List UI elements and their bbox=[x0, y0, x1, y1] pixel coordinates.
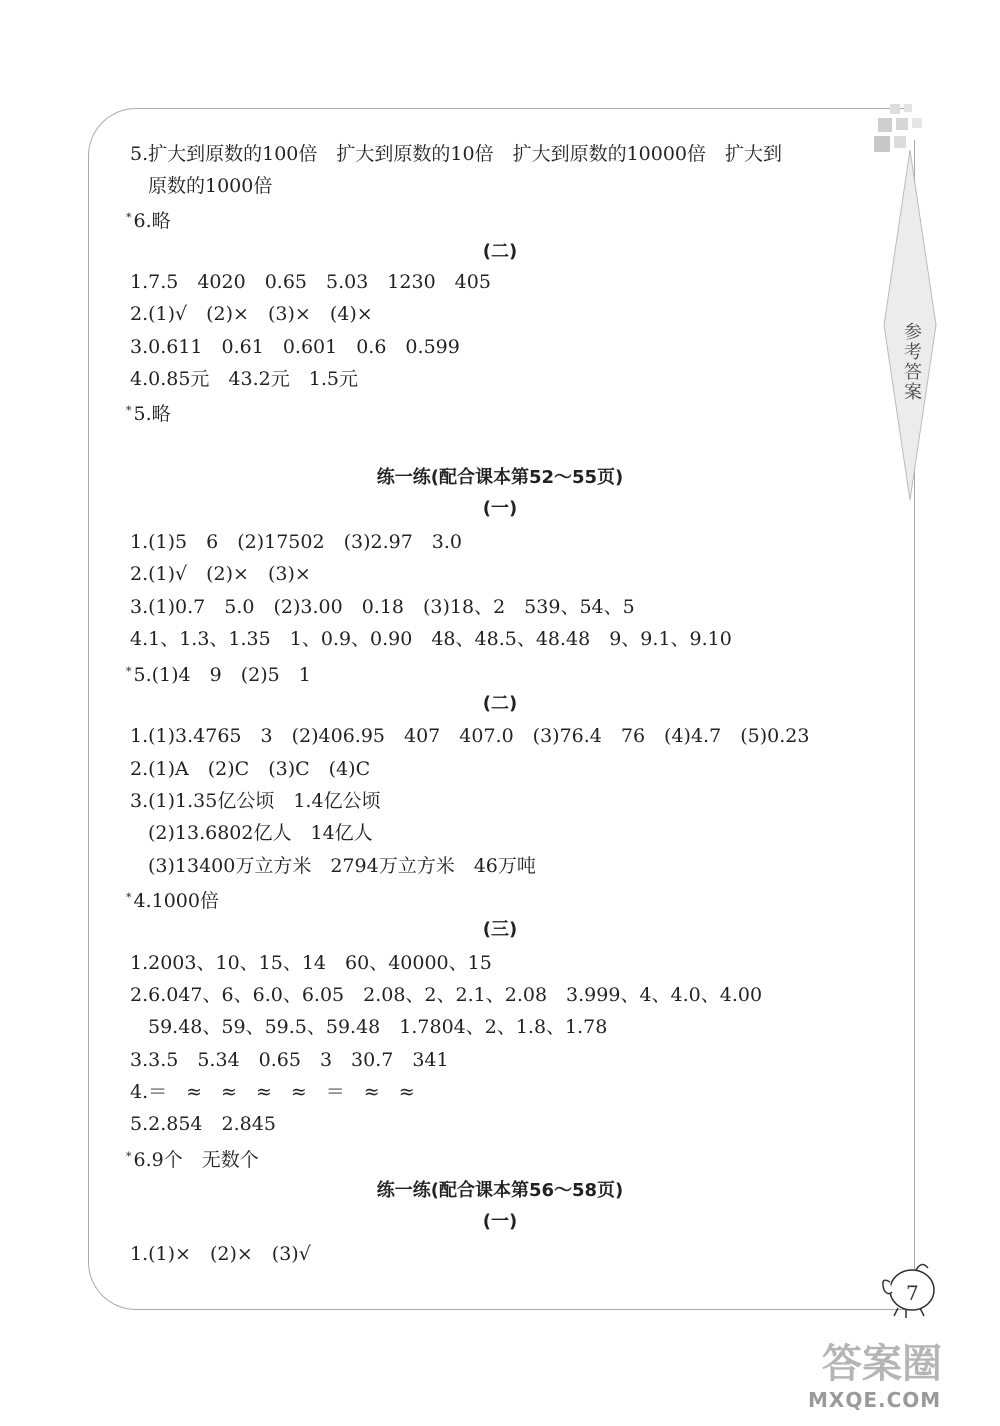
answer-line: 5.2.854 2.845 bbox=[130, 1113, 276, 1135]
answer-line-starred bbox=[126, 660, 311, 687]
section-subheading: (二) bbox=[482, 693, 518, 714]
answer-line-starred bbox=[126, 1145, 259, 1172]
answer-line-starred bbox=[126, 886, 219, 913]
answer-text: 5.(1)4 9 (2)5 1 bbox=[133, 664, 311, 686]
answer-text: 5.略 bbox=[133, 403, 171, 425]
answer-line: 3.0.611 0.61 0.601 0.6 0.599 bbox=[130, 336, 460, 358]
answer-line: 原数的1000倍 bbox=[148, 175, 273, 197]
answer-line: (2)13.6802亿人 14亿人 bbox=[148, 822, 373, 844]
section-heading: 练一练(配合课本第56～58页) bbox=[376, 1180, 624, 1201]
answer-text: 6.9个 无数个 bbox=[133, 1149, 259, 1171]
answer-line: 2.(1)√ (2)× (3)× bbox=[130, 563, 311, 585]
answer-line: 1.2003、10、15、14 60、40000、15 bbox=[130, 952, 492, 974]
section-subheading: (一) bbox=[482, 1211, 518, 1232]
answer-line: 4.1、1.3、1.35 1、0.9、0.90 48、48.5、48.48 9、9.1、9.10 bbox=[130, 628, 732, 650]
answer-line-starred bbox=[126, 206, 171, 233]
answer-line: 1.(1)3.4765 3 (2)406.95 407 407.0 (3)76.4 76 (4)4.7 (5)0.23 bbox=[130, 725, 810, 747]
answer-text: 4.1000倍 bbox=[133, 890, 219, 912]
answer-line: 4.＝ ≈ ≈ ≈ ≈ ＝ ≈ ≈ bbox=[130, 1081, 415, 1103]
answer-line: 3.(1)0.7 5.0 (2)3.00 0.18 (3)18、2 539、54、5 bbox=[130, 596, 635, 618]
answer-line: 1.7.5 4020 0.65 5.03 1230 405 bbox=[130, 271, 491, 293]
answer-line: 5.扩大到原数的100倍 扩大到原数的10倍 扩大到原数的10000倍 扩大到 bbox=[130, 143, 783, 165]
section-subheading: (二) bbox=[482, 241, 518, 262]
answer-line: 3.3.5 5.34 0.65 3 30.7 341 bbox=[130, 1049, 449, 1071]
section-subheading: (一) bbox=[482, 498, 518, 519]
answer-line: 59.48、59、59.5、59.48 1.7804、2、1.8、1.78 bbox=[148, 1016, 608, 1038]
section-heading: 练一练(配合课本第52～55页) bbox=[376, 467, 624, 488]
answer-line: 2.(1)A (2)C (3)C (4)C bbox=[130, 758, 371, 780]
star-marker: * bbox=[126, 211, 132, 224]
answer-line: 4.0.85元 43.2元 1.5元 bbox=[130, 368, 358, 390]
side-tab-label: 参考答案 bbox=[901, 322, 922, 402]
star-marker: * bbox=[126, 665, 132, 678]
answer-line: 3.(1)1.35亿公顷 1.4亿公顷 bbox=[130, 790, 381, 812]
answer-line: (3)13400万立方米 2794万立方米 46万吨 bbox=[148, 855, 536, 877]
answer-line-starred bbox=[126, 399, 171, 426]
star-marker: * bbox=[126, 891, 132, 904]
answer-line: 2.(1)√ (2)× (3)× (4)× bbox=[130, 303, 373, 325]
section-subheading: (三) bbox=[482, 919, 518, 940]
watermark-site: MXQE.COM bbox=[808, 1388, 942, 1412]
answer-line: 2.6.047、6、6.0、6.05 2.08、2、2.1、2.08 3.999、4、4.0、4.00 bbox=[130, 984, 763, 1006]
mascot-bird-icon bbox=[876, 1256, 946, 1320]
watermark-logo: 答案圈 bbox=[822, 1341, 942, 1387]
answer-line: 1.(1)5 6 (2)17502 (3)2.97 3.0 bbox=[130, 531, 463, 553]
star-marker: * bbox=[126, 1150, 132, 1163]
star-marker: * bbox=[126, 404, 132, 417]
page-number: 7 bbox=[906, 1281, 919, 1305]
answer-text: 6.略 bbox=[133, 210, 171, 232]
answer-line: 1.(1)× (2)× (3)√ bbox=[130, 1243, 311, 1265]
